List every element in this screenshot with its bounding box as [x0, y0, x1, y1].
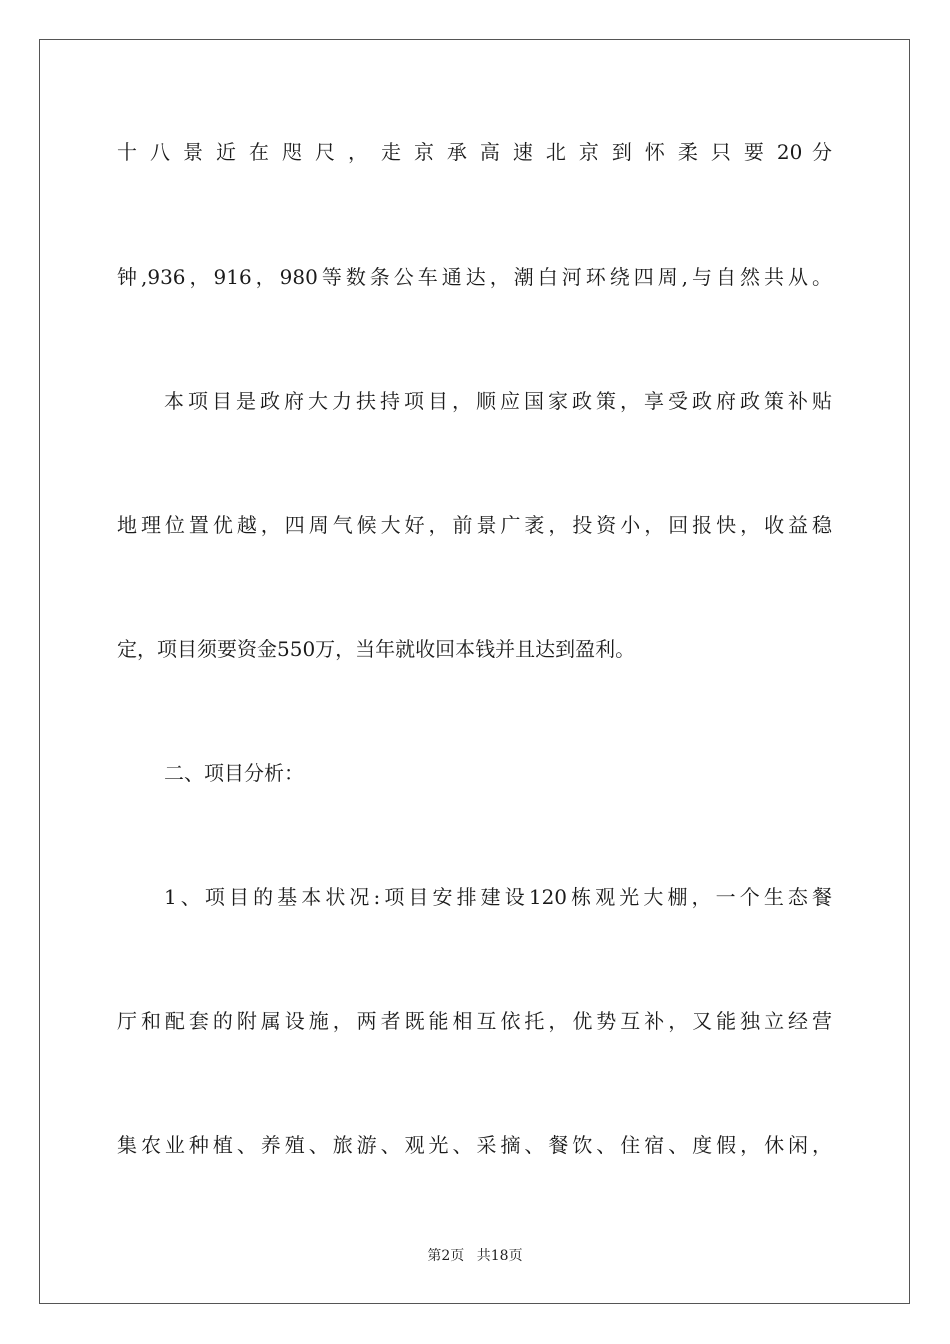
body-line-1: 十 八 景 近 在 咫 尺 ， 走 京 承 高 速 北 京 到 怀 柔 只 要 20 分: [117, 140, 832, 164]
body-line-3: 本项目是政府大力扶持项目，顺应国家政策，享受政府政策补贴: [164, 389, 832, 413]
body-line-7: 1、项目的基本状况:项目安排建设120栋观光大棚，一个生态餐: [164, 885, 832, 909]
body-line-8: 厅和配套的附属设施，两者既能相互依托，优势互补，又能独立经营: [117, 1009, 832, 1033]
body-line-4: 地理位置优越，四周气候大好，前景广袤，投资小，回报快，收益稳: [117, 513, 832, 537]
page-number: 第2页: [427, 1248, 465, 1264]
body-line-2: 钟,936，916，980等数条公车通达，潮白河环绕四周,与自然共从。: [117, 265, 832, 289]
body-line-9: 集农业种植、养殖、旅游、观光、采摘、餐饮、住宿、度假，休闲，: [117, 1133, 832, 1157]
page-border: [39, 39, 910, 1304]
page-footer: [0, 1246, 950, 1266]
section-heading: 二、项目分析：: [164, 761, 304, 785]
body-line-5: 定，项目须要资金550万，当年就收回本钱并且达到盈利。: [117, 637, 636, 661]
page-total: 共18页: [476, 1248, 523, 1264]
